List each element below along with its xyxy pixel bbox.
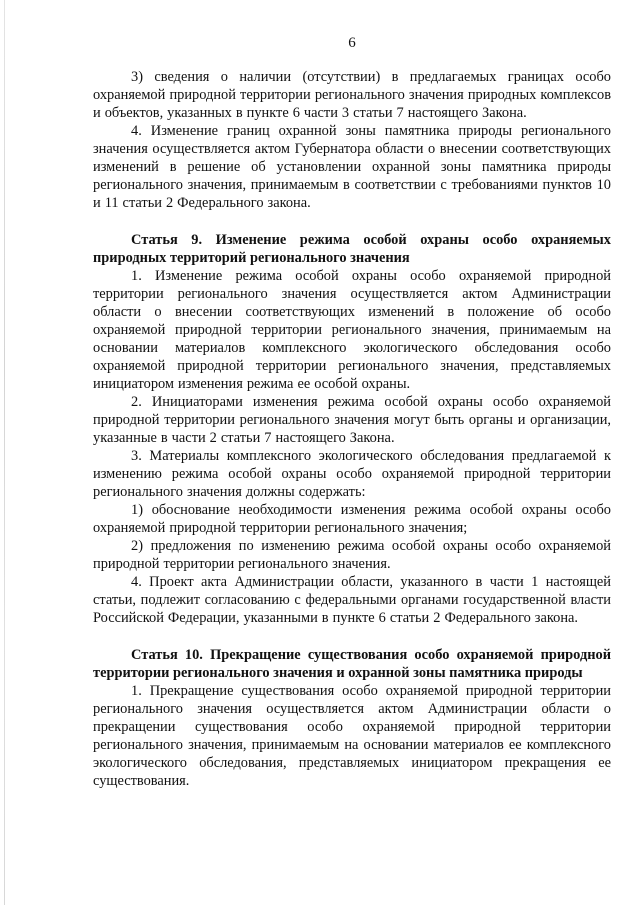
article-10-heading: Статья 10. Прекращение существования особо охраняемой природной территории регионального значения и охранной зоны памятника природы — [93, 647, 611, 681]
article-9-heading: Статья 9. Изменение режима особой охраны особо охраняемых природных территорий регионального значения — [93, 232, 611, 266]
article-9-paragraph-1: 1. Изменение режима особой охраны особо охраняемой природной территории регионального значения осуществляется актом Администрации области о внесении соответствующих изменений в положение об особо охраняемой природной территории регионального значения, принимаемым на основании материалов комплексного экологического обследования особо охраняемой природной территории регионального значения, представляемых инициатором изменения режима ее особой охраны. — [93, 268, 611, 392]
document-page — [93, 34, 611, 790]
article-9-paragraph-4: 4. Проект акта Администрации области, указанного в части 1 настоящей статьи, подлежит согласованию с федеральными органами государственной власти Российской Федерации, указанными в пункте 6 статьи 2 Федерального закона. — [93, 574, 611, 626]
article-9-paragraph-2: 2. Инициаторами изменения режима особой охраны особо охраняемой природной территории регионального значения могут быть органы и организации, указанные в части 2 статьи 7 настоящего Закона. — [93, 394, 611, 446]
article-9-subitem-1: 1) обоснование необходимости изменения режима особой охраны особо охраняемой природной территории регионального значения; — [93, 502, 611, 536]
page-number: 6 — [348, 35, 356, 51]
article-9-paragraph-3: 3. Материалы комплексного экологического обследования предлагаемой к изменению режима особой охраны особо охраняемой природной территории регионального значения должны содержать: — [93, 448, 611, 500]
paragraph-item-3: 3) сведения о наличии (отсутствии) в предлагаемых границах особо охраняемой природной территории регионального значения природных комплексов и объектов, указанных в пункте 6 части 3 статьи 7 настоящего Закона. — [93, 69, 611, 121]
article-9-subitem-2: 2) предложения по изменению режима особой охраны особо охраняемой природной территории регионального значения. — [93, 538, 611, 572]
article-10-paragraph-1: 1. Прекращение существования особо охраняемой природной территории регионального значения осуществляется актом Администрации области о прекращении существования особо охраняемой природной территории регионального значения, принимаемым на основании материалов ее комплексного экологического обследования, представляемых инициатором прекращения ее существования. — [93, 683, 611, 789]
section-gap — [93, 212, 611, 231]
section-gap — [93, 627, 611, 646]
scan-edge — [4, 0, 5, 905]
paragraph-point-4-boundaries: 4. Изменение границ охранной зоны памятника природы регионального значения осуществляется актом Губернатора области о внесении соответствующих изменений в решение об установлении охранной зоны памятника природы регионального значения, принимаемым в соответствии с требованиями пунктов 10 и 11 статьи 2 Федерального закона. — [93, 123, 611, 211]
